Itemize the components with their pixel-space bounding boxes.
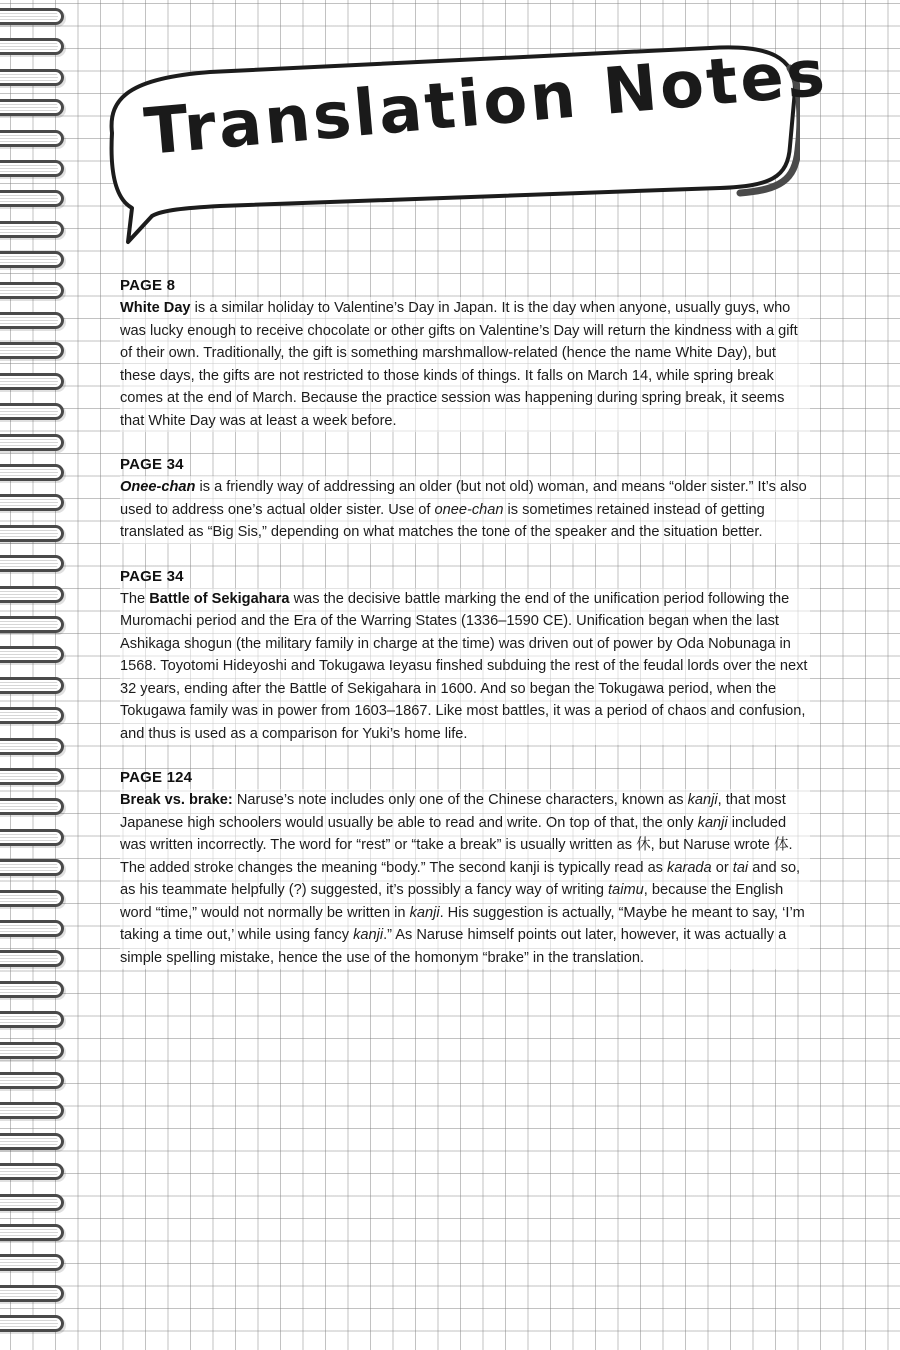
binding-ring [0,464,64,481]
note-term: Battle of Sekigahara [149,590,290,607]
binding-ring [0,38,64,55]
note-sekigahara [120,566,810,746]
note-page-label: PAGE 34 [120,567,184,585]
binding-ring [0,768,64,785]
binding-ring [0,646,64,663]
binding-ring [0,190,64,207]
note-page-label: PAGE 124 [120,769,193,786]
translation-notes [120,275,810,991]
binding-ring [0,829,64,846]
binding-ring [0,1194,64,1211]
binding-ring [0,160,64,177]
note-term: White Day [120,300,191,316]
note-white-day [120,275,810,432]
binding-ring [0,1224,64,1241]
binding-ring [0,1315,64,1332]
binding-ring [0,494,64,511]
binding-ring [0,616,64,633]
note-text: White Day is a similar holiday to Valentine’s Day in Japan. It is the day when anyone, usually guys, who was lucky enough to receive chocolate or other gifts on Valentine’s Day will return the kindness with a gift of their own. Traditionally, the gift is something marshmallow-related (hence the name White Day), but these days, the gifts are not restricted to those kinds of things. It falls on March 14, while spring break comes at the end of March. Because the practice session was happening during spring break, it seems that White Day was at least a week before. [120,297,810,432]
note-term: Onee-chan [120,479,196,495]
binding-ring [0,586,64,603]
binding-ring [0,981,64,998]
binding-ring [0,555,64,572]
binding-ring [0,677,64,694]
binding-ring [0,251,64,268]
note-break-vs-brake [120,767,810,969]
binding-ring [0,1285,64,1302]
binding-ring [0,434,64,451]
binding-ring [0,403,64,420]
binding-ring [0,1102,64,1119]
note-onee-chan [120,454,810,544]
page-title: Translation Notes [141,36,831,170]
binding-ring [0,1133,64,1150]
binding-ring [0,221,64,238]
note-term: Break vs. brake: [120,792,233,808]
note-page-label: PAGE 34 [120,456,184,473]
binding-ring [0,69,64,86]
binding-ring [0,373,64,390]
binding-ring [0,859,64,876]
binding-ring [0,920,64,937]
binding-ring [0,890,64,907]
binding-ring [0,1072,64,1089]
binding-ring [0,282,64,299]
binding-ring [0,1163,64,1180]
binding-ring [0,8,64,25]
binding-ring [0,525,64,542]
spiral-binding [0,0,80,1350]
binding-ring [0,707,64,724]
note-text: Break vs. brake: Naruse’s note includes only one of the Chinese characters, known as kanji, that most Japanese high schoolers would usually be able to read and write. On top of that, the only kanji included was written incorrectly. The word for “rest” or “take a break” is usually written as 休, but Naruse wrote 体. The added stroke changes the meaning “body.” The second kanji is typically read as karada or tai and so, as his teammate helpfully (?) suggested, it’s possibly a fancy way of writing taimu, because the English word “time,” would not normally be written in kanji. His suggestion is actually, “Maybe he meant to say, ‘I’m taking a time out,’ while using fancy kanji.” As Naruse himself points out later, however, it was actually a simple spelling mistake, hence the use of the homonym “brake” in the translation. [120,789,810,969]
binding-ring [0,950,64,967]
binding-ring [0,130,64,147]
binding-ring [0,798,64,815]
note-text: The Battle of Sekigahara was the decisive battle marking the end of the unification period following the Muromachi period and the Era of the Warring States (1336–1590 CE). Unification began when the last Ashikaga shogun (the military family in charge at the time) was driven out of power by Oda Nobunaga in 1568. Toyotomi Hideyoshi and Tokugawa Ieyasu finshed subduing the rest of the feudal lords over the next 32 years, ending after the Battle of Sekigahara in 1600. And so began the Tokugawa period, when the Tokugawa family was in power from 1603–1867. Like most battles, it was a period of chaos and confusion, and thus is used as a comparison for Yuki’s home life. [120,588,810,746]
binding-ring [0,1011,64,1028]
binding-ring [0,99,64,116]
binding-ring [0,1042,64,1059]
binding-ring [0,1254,64,1271]
note-text: Onee-chan is a friendly way of addressing an older (but not old) woman, and means “older sister.” It’s also used to address one’s actual older sister. Use of onee-chan is sometimes retained instead of getting translated as “Big Sis,” depending on what matches the tone of the speaker and the situation better. [120,476,810,544]
binding-ring [0,342,64,359]
title-speech-bubble [100,28,831,253]
note-page-label: PAGE 8 [120,277,176,294]
binding-ring [0,738,64,755]
binding-ring [0,312,64,329]
